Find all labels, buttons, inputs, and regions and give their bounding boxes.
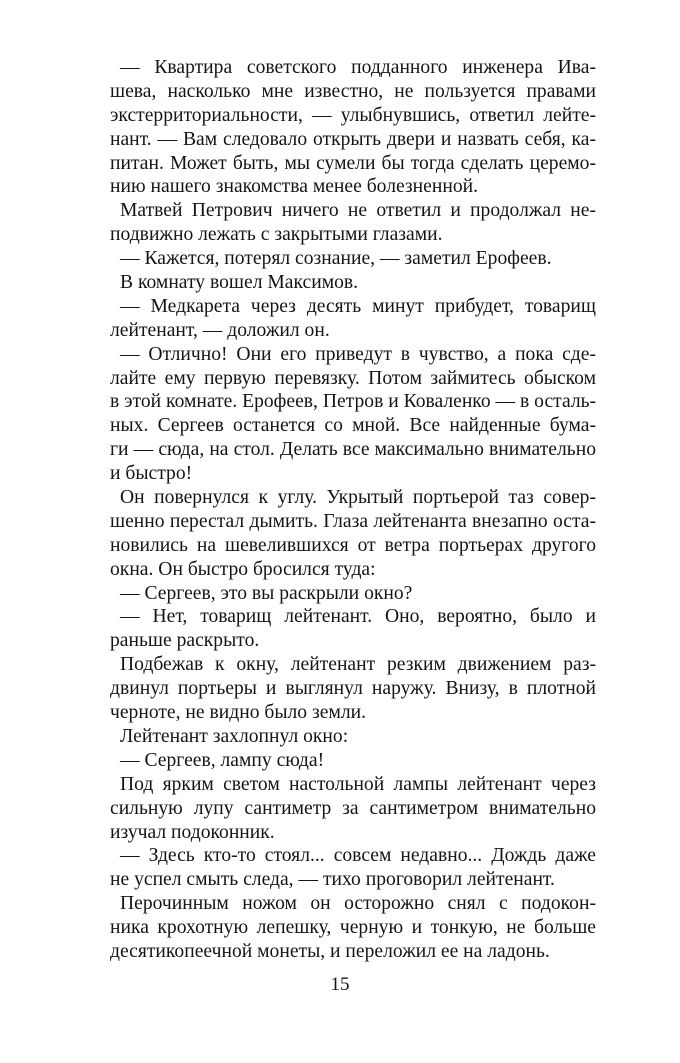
text-line: окна. Он быстро бросился туда:	[110, 558, 376, 580]
text-line: питан. Может быть, мы сумели бы тогда сделать церемо-	[110, 152, 596, 174]
text-line: и быстро!	[110, 463, 193, 485]
text-line: Перочинным ножом он осторожно снял с подокон-	[120, 893, 596, 915]
text-line: — Здесь кто-то стоял... совсем недавно... Дождь даже	[120, 845, 596, 867]
page-number: 15	[330, 974, 350, 995]
text-line: нию нашего знакомства менее болезненной.	[110, 176, 479, 198]
text-line: лайте ему первую перевязку. Потом займитесь обыском	[110, 367, 596, 389]
body-text	[110, 56, 596, 964]
text-line: новились на шевелившихся от ветра портьерах другого	[110, 534, 596, 556]
text-line: двинул портьеры и выглянул наружу. Внизу, в плотной	[110, 678, 596, 700]
text-line: — Отлично! Они его приведут в чувство, а пока сде-	[120, 343, 596, 365]
text-line: Матвей Петрович ничего не ответил и продолжал не-	[120, 200, 596, 222]
text-line: подвижно лежать с закрытыми глазами.	[110, 224, 443, 246]
text-line: Под ярким светом настольной лампы лейтенант через	[120, 773, 596, 795]
text-line: ных. Сергеев останется со мной. Все найденные бума-	[110, 415, 596, 437]
text-line: — Сергеев, это вы раскрыли окно?	[120, 582, 413, 604]
text-line: черноте, не видно было земли.	[110, 702, 367, 724]
text-line: шенно перестал дымить. Глаза лейтенанта внезапно оста-	[110, 510, 596, 532]
text-line: — Нет, товарищ лейтенант. Оно, вероятно, было и	[120, 606, 596, 628]
text-line: Лейтенант захлопнул окно:	[120, 725, 349, 747]
text-line: лейтенант, — доложил он.	[110, 319, 330, 341]
text-line: ги — сюда, на стол. Делать все максимально внимательно	[110, 439, 596, 461]
text-line: экстерриториальности, — улыбнувшись, ответил лейте-	[110, 104, 596, 126]
text-line: нант. — Вам следовало открыть двери и назвать себя, ка-	[110, 128, 596, 150]
text-line: в этой комнате. Ерофеев, Петров и Коваленко — в осталь-	[110, 391, 597, 413]
text-line: Он повернулся к углу. Укрытый портьерой таз совер-	[120, 487, 596, 509]
text-line: — Кажется, потерял сознание, — заметил Ерофеев.	[120, 248, 552, 270]
text-line: изучал подоконник.	[110, 821, 275, 843]
text-line: десятикопеечной монеты, и переложил ее на ладонь.	[110, 940, 550, 962]
text-line: — Сергеев, лампу сюда!	[120, 749, 325, 771]
text-line: — Медкарета через десять минут прибудет, товарищ	[120, 295, 596, 317]
text-line: Подбежав к окну, лейтенант резким движением раз-	[120, 654, 596, 676]
text-line: не успел смыть следа, — тихо проговорил лейтенант.	[110, 869, 555, 891]
text-line: В комнату вошел Максимов.	[120, 272, 359, 294]
text-line: — Квартира советского подданного инженера Ива-	[120, 57, 596, 78]
text-line: сильную лупу сантиметр за сантиметром внимательно	[110, 797, 596, 819]
text-line: раньше раскрыто.	[110, 630, 260, 652]
text-line: шева, насколько мне известно, не пользуется правами	[110, 80, 596, 102]
text-line: ника крохотную лепешку, черную и тонкую, не больше	[110, 917, 596, 939]
